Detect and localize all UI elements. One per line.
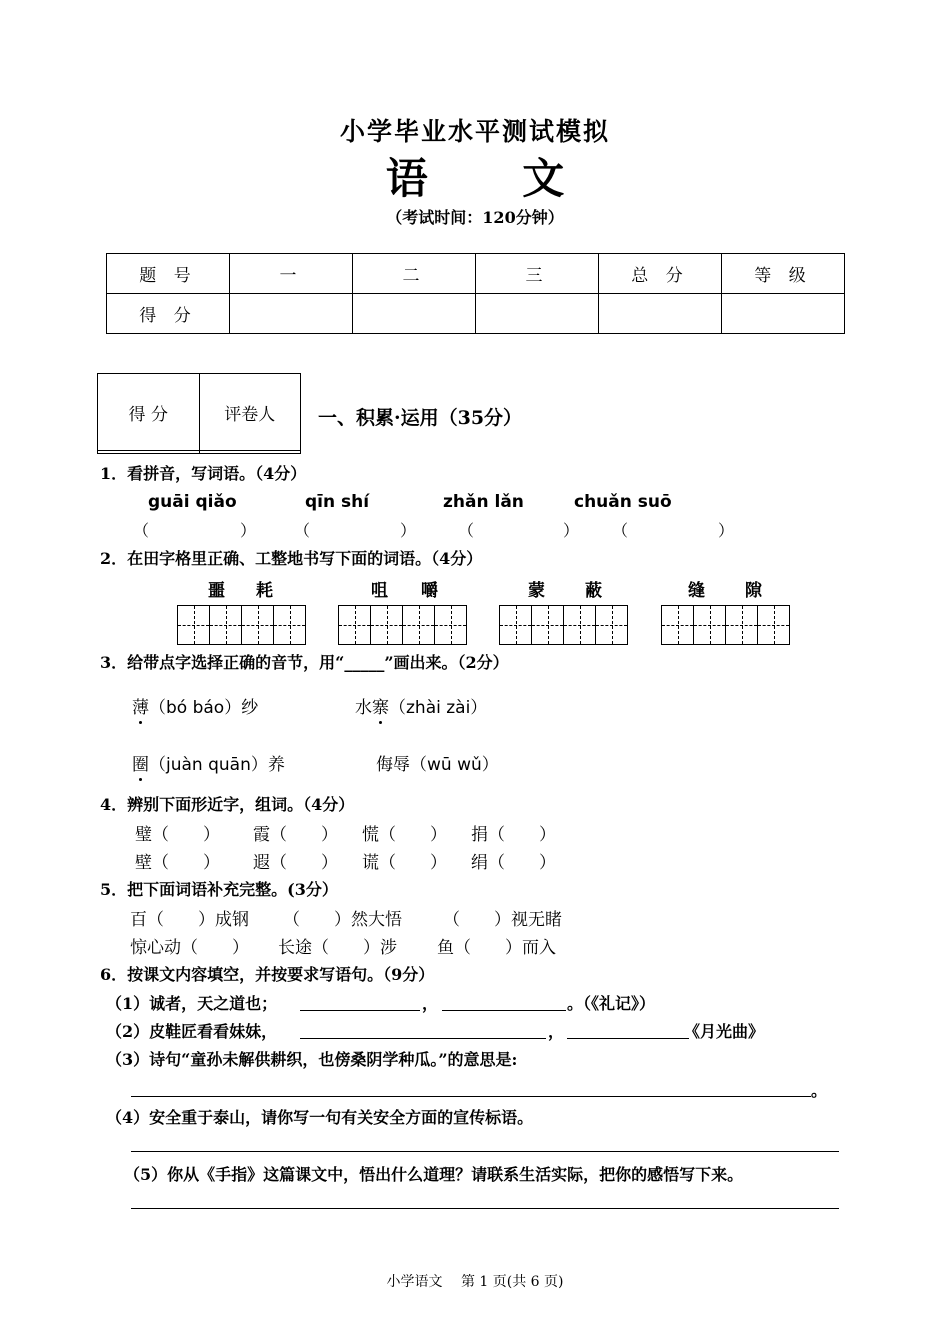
answer-line[interactable] [300, 1010, 420, 1011]
grader-score-label: 得 分 [98, 374, 200, 451]
tianzige-cell[interactable] [273, 605, 306, 645]
idiom-item[interactable]: 惊心动（ ） [130, 938, 249, 958]
fill-item-2-prefix: （2）皮鞋匠看看妹妹， [106, 1022, 278, 1041]
fill-item-2-comma: ， [548, 1022, 565, 1041]
question-5-title: 5．把下面词语补充完整。(3分） [100, 880, 338, 899]
question-3-title: 3．给带点字选择正确的音节，用“_____”画出来。（2分） [100, 653, 509, 672]
tianzige-cell[interactable] [531, 605, 564, 645]
question-1-title: 1．看拼音，写词语。（4分） [100, 464, 307, 483]
word-char: 嚼 [421, 581, 438, 601]
pronunciation-item [376, 750, 499, 775]
question-2-title: 2．在田字格里正确、工整地书写下面的词语。（4分） [100, 549, 483, 568]
idiom-item[interactable]: 鱼（ ）而入 [437, 938, 556, 958]
tianzige-cell[interactable] [595, 605, 628, 645]
word-char: 耗 [256, 581, 273, 601]
tianzige-grid[interactable] [338, 605, 467, 645]
dotted-char: 薄 [132, 693, 149, 718]
tianzige-cell[interactable] [402, 605, 435, 645]
idiom-item[interactable]: （ ）然大悟 [283, 910, 402, 930]
tianzige-cell[interactable] [338, 605, 371, 645]
answer-line[interactable] [131, 1208, 839, 1209]
pronunciation-options[interactable]: （juàn quān）养 [149, 755, 285, 775]
tianzige-cell[interactable] [661, 605, 694, 645]
tianzige-cell[interactable] [241, 605, 274, 645]
score-table-cell: 三 [476, 254, 599, 294]
similar-char-item[interactable]: 慌（ ） [362, 825, 447, 845]
dotted-char: 寨 [372, 693, 389, 718]
subject-title: 语 文 [385, 154, 605, 203]
fill-item-5-text: （5）你从《手指》这篇课文中，悟出什么道理？请联系生活实际，把你的感悟写下来。 [124, 1165, 744, 1184]
tianzige-grid[interactable] [177, 605, 306, 645]
tianzige-grid[interactable] [499, 605, 628, 645]
answer-bracket-open: （ [458, 521, 475, 540]
exam-title: 小学毕业水平测试模拟 [339, 117, 610, 146]
fill-item-1-comma: ， [422, 994, 439, 1013]
score-entry-cell[interactable] [353, 294, 476, 334]
tianzige-cell[interactable] [499, 605, 532, 645]
tianzige-cell[interactable] [370, 605, 403, 645]
answer-line[interactable] [300, 1038, 546, 1039]
fill-item-1-source: 。（《礼记》） [567, 994, 656, 1013]
word-char: 咀 [371, 581, 388, 601]
similar-char-item[interactable]: 壁（ ） [135, 853, 220, 873]
pronunciation-options[interactable]: 侮辱（wū wǔ） [376, 755, 499, 775]
word-char: 缝 [688, 581, 705, 601]
dotted-char: 圈 [132, 750, 149, 775]
word-char: 噩 [208, 581, 225, 601]
score-table-score-row [107, 294, 845, 334]
word-char: 隙 [745, 581, 762, 601]
pronunciation-options[interactable]: （bó báo）纱 [149, 698, 259, 718]
pronunciation-item [132, 693, 258, 718]
score-entry-cell[interactable] [230, 294, 353, 334]
answer-bracket-close: ） [400, 521, 417, 540]
grader-table [97, 373, 301, 454]
similar-char-item[interactable]: 捐（ ） [471, 825, 556, 845]
tianzige-cell[interactable] [757, 605, 790, 645]
score-table-cell: 等 级 [722, 254, 845, 294]
fill-item-1-prefix: （1）诚者，天之道也； [106, 994, 278, 1013]
fill-item-2-source: 《月光曲》 [684, 1022, 765, 1041]
grader-name-label: 评卷人 [199, 374, 301, 451]
idiom-item[interactable]: 百（ ）成钢 [130, 910, 249, 930]
pinyin-2: qīn shí [305, 492, 370, 512]
tianzige-cell[interactable] [563, 605, 596, 645]
tianzige-cell[interactable] [209, 605, 242, 645]
similar-char-item[interactable]: 绢（ ） [471, 853, 556, 873]
answer-line[interactable] [131, 1096, 811, 1097]
pinyin-1: guāi qiǎo [148, 492, 237, 512]
answer-line[interactable] [131, 1151, 839, 1152]
similar-char-item[interactable]: 谎（ ） [362, 853, 447, 873]
grader-score-entry[interactable] [98, 451, 200, 454]
fill-item-3-text: （3）诗句“童孙未解供耕织，也傍桑阴学种瓜。”的意思是: [106, 1050, 518, 1069]
section-heading: 一、积累·运用（35分） [318, 407, 523, 429]
score-table-cell: 总 分 [599, 254, 722, 294]
pinyin-4: chuǎn suō [574, 492, 672, 512]
score-table [106, 253, 845, 334]
answer-bracket-close: ） [563, 521, 580, 540]
idiom-item[interactable]: 长途（ ）涉 [278, 938, 397, 958]
answer-bracket-open: （ [294, 521, 311, 540]
answer-line[interactable] [567, 1038, 689, 1039]
pronunciation-item [132, 750, 285, 775]
score-entry-cell[interactable] [476, 294, 599, 334]
tianzige-cell[interactable] [725, 605, 758, 645]
word-char: 蔽 [585, 581, 602, 601]
tianzige-cell[interactable] [177, 605, 210, 645]
answer-line[interactable] [442, 1010, 566, 1011]
tianzige-grid[interactable] [661, 605, 790, 645]
pronunciation-item [355, 693, 487, 718]
exam-time-note: （考试时间：120分钟） [386, 208, 564, 227]
word-char: 蒙 [528, 581, 545, 601]
pronunciation-options[interactable]: （zhài zài） [389, 698, 488, 718]
question-6-title: 6．按课文内容填空，并按要求写语句。（9分） [100, 965, 435, 984]
tianzige-cell[interactable] [434, 605, 467, 645]
fill-item-3-end: 。 [811, 1081, 828, 1100]
answer-bracket-close: ） [240, 521, 257, 540]
fill-item-4-text: （4）安全重于泰山，请你写一句有关安全方面的宣传标语。 [106, 1108, 534, 1127]
score-table-header-row [107, 254, 845, 294]
score-entry-cell[interactable] [599, 294, 722, 334]
question-4-title: 4．辨别下面形近字，组词。（4分） [100, 795, 355, 814]
answer-bracket-open: （ [133, 521, 150, 540]
tianzige-cell[interactable] [693, 605, 726, 645]
score-entry-cell[interactable] [722, 294, 845, 334]
score-table-cell: 二 [353, 254, 476, 294]
score-table-cell: 一 [230, 254, 353, 294]
pinyin-3: zhǎn lǎn [443, 492, 524, 512]
similar-char-item[interactable]: 霞（ ） [253, 825, 338, 845]
score-table-cell: 题 号 [107, 254, 230, 294]
grader-name-entry[interactable] [199, 451, 301, 454]
plain-char: 水 [355, 698, 372, 718]
similar-char-item[interactable]: 遐（ ） [253, 853, 338, 873]
score-table-cell: 得 分 [107, 294, 230, 334]
answer-bracket-close: ） [718, 521, 735, 540]
idiom-item[interactable]: （ ）视无睹 [443, 910, 562, 930]
similar-char-item[interactable]: 璧（ ） [135, 825, 220, 845]
page-footer: 小学语文 第 1 页(共 6 页) [386, 1274, 564, 1290]
answer-bracket-open: （ [612, 521, 629, 540]
